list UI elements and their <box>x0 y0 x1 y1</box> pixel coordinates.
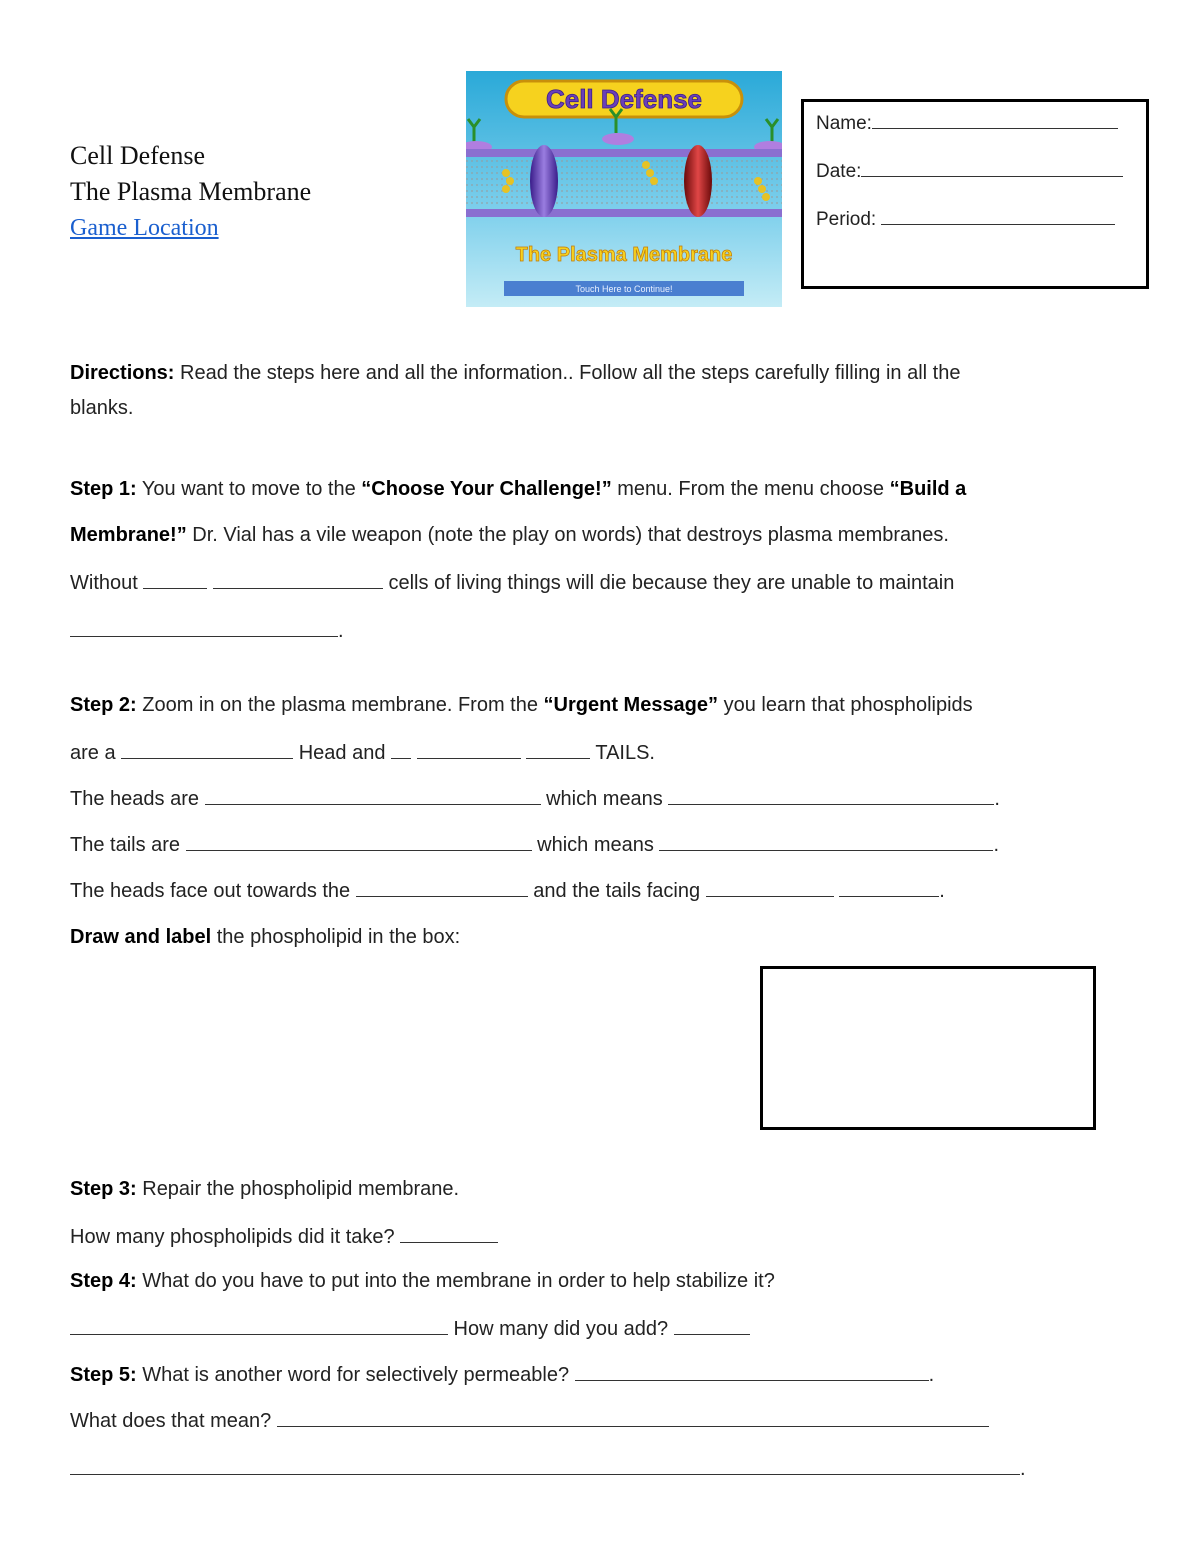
step1-blank-1[interactable] <box>143 570 207 589</box>
step2-bold-1: “Urgent Message” <box>543 694 719 716</box>
draw-bold: Draw and label <box>70 926 212 948</box>
step4-blank-1[interactable] <box>70 1316 448 1335</box>
step2-tails-line <box>70 832 999 857</box>
step2-blank-head[interactable] <box>121 740 293 759</box>
step1-line-3 <box>70 570 954 595</box>
tails-blank-1[interactable] <box>186 832 532 851</box>
step1-line-4 <box>70 618 344 643</box>
date-label: Date: <box>816 161 862 182</box>
period-label: Period: <box>816 209 877 230</box>
step2-blank-tails-1[interactable] <box>391 740 411 759</box>
game-screenshot-art <box>466 71 782 307</box>
step1-label: Step 1: <box>70 478 137 500</box>
step5-label: Step 5: <box>70 1364 137 1386</box>
face-blank-3[interactable] <box>839 878 939 897</box>
step5-line-3 <box>70 1456 1026 1481</box>
step4-blank-2[interactable] <box>674 1316 750 1335</box>
step5-period-1: . <box>928 1364 935 1386</box>
tails-blank-2[interactable] <box>659 832 993 851</box>
step1-text-2: menu. From the menu choose <box>611 478 890 500</box>
step2-text-4: Head and <box>293 742 392 764</box>
step1-blank-2[interactable] <box>213 570 383 589</box>
tails-text-2: which means <box>531 834 660 856</box>
name-label: Name: <box>816 113 872 134</box>
step1-bold-3: Membrane!” <box>70 524 187 546</box>
phospholipid-drawing-box[interactable] <box>760 966 1096 1130</box>
face-blank-2[interactable] <box>706 878 834 897</box>
step1-bold-2: “Build a <box>889 478 967 500</box>
step2-text-5: TAILS. <box>590 742 655 764</box>
step2-text-1: Zoom in on the plasma membrane. From the <box>136 694 544 716</box>
step5-blank-1[interactable] <box>575 1362 929 1381</box>
step3-label: Step 3: <box>70 1178 137 1200</box>
step4-line-1 <box>70 1270 775 1293</box>
step2-blank-tails-3[interactable] <box>526 740 590 759</box>
game-location-link[interactable]: Game Location <box>70 215 219 241</box>
heads-blank-1[interactable] <box>205 786 541 805</box>
worksheet-title: Cell Defense <box>70 141 206 170</box>
step5-blank-2[interactable] <box>277 1408 989 1427</box>
step1-blank-3[interactable] <box>70 618 338 637</box>
tails-period: . <box>993 834 1000 856</box>
directions-line-2: blanks. <box>70 397 134 419</box>
date-row[interactable] <box>816 158 1123 183</box>
step1-text-5: cells of living things will die because they are unable to maintain <box>382 572 955 594</box>
heads-text-2: which means <box>540 788 669 810</box>
step1-text-1: You want to move to the <box>136 478 362 500</box>
step4-question: How many did you add? <box>448 1318 674 1340</box>
heads-text-1: The heads are <box>70 788 205 810</box>
step3-text: Repair the phospholipid membrane. <box>136 1178 460 1200</box>
draw-instruction <box>70 926 460 949</box>
date-blank[interactable] <box>861 158 1123 177</box>
face-blank-1[interactable] <box>356 878 528 897</box>
step1-line-1 <box>70 478 966 501</box>
step2-line-2 <box>70 740 655 765</box>
heads-blank-2[interactable] <box>668 786 994 805</box>
step1-text-4: Without <box>70 572 144 594</box>
tails-text-1: The tails are <box>70 834 186 856</box>
step2-line-1 <box>70 694 973 717</box>
name-blank[interactable] <box>872 110 1118 129</box>
draw-text: the phospholipid in the box: <box>211 926 461 948</box>
step2-label: Step 2: <box>70 694 137 716</box>
period-blank[interactable] <box>881 206 1115 225</box>
step5-line-1 <box>70 1362 934 1387</box>
face-text-1: The heads face out towards the <box>70 880 356 902</box>
step4-line-2 <box>70 1316 750 1341</box>
step4-label: Step 4: <box>70 1270 137 1292</box>
step2-text-2: you learn that phospholipids <box>718 694 973 716</box>
step1-period: . <box>338 620 344 642</box>
step5-question: What does that mean? <box>70 1410 277 1432</box>
step5-line-2 <box>70 1408 989 1433</box>
step4-text: What do you have to put into the membrane in order to help stabilize it? <box>136 1270 775 1292</box>
directions-line-1 <box>70 362 960 385</box>
title-block <box>70 138 311 246</box>
step2-blank-tails-2[interactable] <box>417 740 521 759</box>
worksheet-subtitle: The Plasma Membrane <box>70 177 312 206</box>
step3-line-2 <box>70 1224 498 1249</box>
face-period: . <box>939 880 945 902</box>
step5-blank-3[interactable] <box>70 1456 1020 1475</box>
step1-text-3: Dr. Vial has a vile weapon (note the play on words) that destroys plasma membranes. <box>186 524 949 546</box>
step5-text: What is another word for selectively permeable? <box>136 1364 575 1386</box>
step2-heads-line <box>70 786 1000 811</box>
step5-period-2: . <box>1020 1458 1026 1480</box>
game-banner-text: The Plasma Membrane <box>515 244 733 266</box>
directions-label: Directions: <box>70 362 175 384</box>
student-info-box <box>801 99 1149 289</box>
name-row[interactable] <box>816 110 1118 135</box>
heads-period: . <box>994 788 1000 810</box>
step3-blank[interactable] <box>400 1224 498 1243</box>
step2-face-line <box>70 878 945 903</box>
game-continue-button-text: Touch Here to Continue! <box>575 284 673 294</box>
game-logo-text: Cell Defense <box>545 84 703 114</box>
step1-line-2 <box>70 524 949 547</box>
step3-line-1 <box>70 1178 459 1201</box>
directions-text: Read the steps here and all the information.. Follow all the steps carefully filling in all the <box>174 362 961 384</box>
step2-text-3: are a <box>70 742 122 764</box>
game-screenshot <box>466 71 782 307</box>
face-text-2: and the tails facing <box>527 880 706 902</box>
period-row[interactable] <box>816 206 1115 231</box>
step3-question: How many phospholipids did it take? <box>70 1226 401 1248</box>
step1-bold-1: “Choose Your Challenge!” <box>361 478 612 500</box>
